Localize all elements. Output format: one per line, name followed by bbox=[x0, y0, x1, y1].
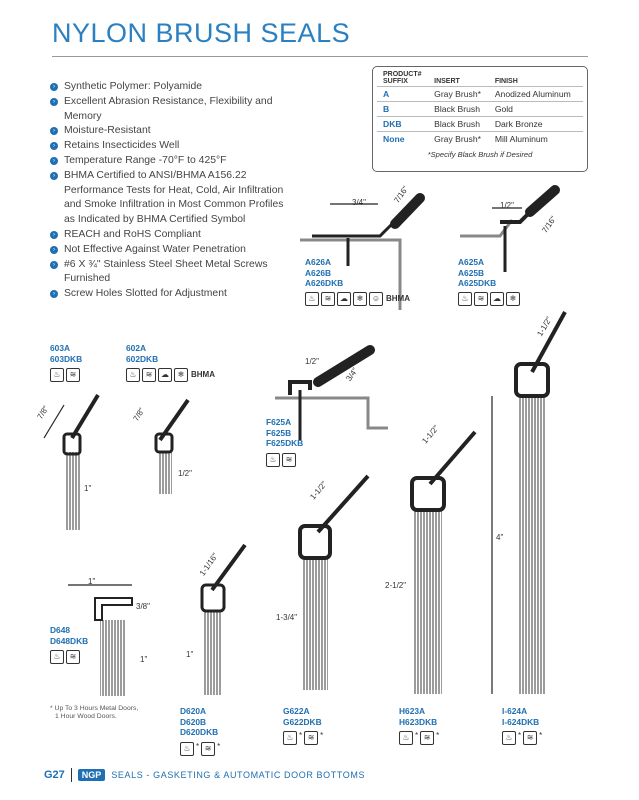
bullet-arrow-icon: › bbox=[50, 142, 58, 150]
cold-icon: ❄ bbox=[506, 292, 520, 306]
dim-label: 7/16" bbox=[392, 184, 411, 205]
bhma-logo: BHMA bbox=[386, 293, 410, 303]
product-d620: D620A D620B D620DKB ♨ * ≋ * bbox=[180, 706, 220, 756]
flame-icon: ♨ bbox=[266, 453, 280, 467]
rating-icons bbox=[126, 368, 215, 382]
bullet-arrow-icon: › bbox=[50, 83, 58, 91]
dim-label: 3/8" bbox=[136, 602, 150, 611]
product-h623: H623A H623DKB ♨ * ≋ * bbox=[399, 706, 439, 745]
dim-label: 1/2" bbox=[500, 201, 514, 210]
product-a626: A626A A626B A626DKB ♨ ≋ ☁ ❄ ☺ BHMA bbox=[305, 257, 410, 306]
flame-icon: ♨ bbox=[50, 650, 64, 664]
product-603: 603A 603DKB ♨ ≋ bbox=[50, 343, 82, 382]
dim-label: 1-1/2" bbox=[535, 315, 554, 338]
product-f625: F625A F625B F625DKB ♨ ≋ bbox=[266, 417, 303, 467]
product-a625: A625A A625B A625DKB ♨ ≋ ☁ ❄ bbox=[458, 257, 520, 306]
smoke-icon: ≋ bbox=[474, 292, 488, 306]
602-drawing bbox=[156, 400, 188, 494]
dim-label: 1" bbox=[186, 650, 194, 659]
smoke-icon: ≋ bbox=[420, 731, 434, 745]
dim-label: 2-1/2" bbox=[385, 581, 407, 590]
footer-divider bbox=[71, 768, 72, 782]
bullet-arrow-icon: › bbox=[50, 157, 58, 165]
table-header-finish: FINISH bbox=[494, 78, 518, 85]
dim-label: 7/16" bbox=[540, 214, 559, 235]
rating-icons: ♨ * ≋ * bbox=[180, 742, 220, 756]
bullet-arrow-icon: › bbox=[50, 172, 58, 180]
dim-label: 1-3/4" bbox=[276, 613, 298, 622]
air-icon: ☁ bbox=[337, 292, 351, 306]
smoke-icon: ≋ bbox=[523, 731, 537, 745]
page-number: G27 bbox=[44, 769, 65, 781]
h623-drawing bbox=[412, 432, 475, 694]
dim-label: 1-1/2" bbox=[308, 479, 329, 502]
smoke-icon: ≋ bbox=[282, 453, 296, 467]
rating-icons bbox=[458, 292, 520, 306]
603-drawing bbox=[44, 395, 98, 530]
dim-label: 7/8" bbox=[131, 406, 147, 423]
feature-item: › Synthetic Polymer: Polyamide bbox=[50, 80, 290, 95]
rating-icons: ♨ * ≋ * bbox=[502, 731, 542, 745]
feature-item: › Screw Holes Slotted for Adjustment bbox=[50, 287, 290, 302]
feature-item: › Retains Insecticides Well bbox=[50, 139, 290, 154]
table-row: B Black Brush Gold bbox=[377, 102, 583, 117]
bullet-arrow-icon: › bbox=[50, 98, 58, 106]
page-title: NYLON BRUSH SEALS bbox=[52, 18, 351, 48]
dim-label: 1-1/2" bbox=[420, 423, 441, 446]
bullet-arrow-icon: › bbox=[50, 231, 58, 239]
dim-label: 1/2" bbox=[178, 469, 192, 478]
product-i624: I-624A I-624DKB ♨ * ≋ * bbox=[502, 706, 542, 745]
feature-item: › #6 X ¾" Stainless Steel Sheet Metal Screws Furnished bbox=[50, 258, 290, 288]
bullet-arrow-icon: › bbox=[50, 261, 58, 269]
feature-item: › Moisture-Resistant bbox=[50, 124, 290, 139]
dim-label: 4" bbox=[496, 533, 504, 542]
feature-item: › Not Effective Against Water Penetration bbox=[50, 243, 290, 258]
flame-icon: ♨ bbox=[283, 731, 297, 745]
rating-icons bbox=[305, 292, 410, 306]
i624-drawing bbox=[492, 312, 565, 694]
rating-icons bbox=[266, 453, 303, 467]
page-footer bbox=[44, 768, 365, 782]
dim-label: 3/4" bbox=[344, 366, 360, 383]
g622-drawing bbox=[300, 476, 368, 690]
flame-icon: ♨ bbox=[126, 368, 140, 382]
dim-label: 1-1/16" bbox=[197, 551, 220, 578]
rating-icons bbox=[50, 650, 88, 664]
cold-icon: ❄ bbox=[353, 292, 367, 306]
flame-icon: ♨ bbox=[305, 292, 319, 306]
dim-label: 1" bbox=[84, 484, 92, 493]
smoke-icon: ≋ bbox=[66, 368, 80, 382]
smoke-icon: ≋ bbox=[201, 742, 215, 756]
product-g622: G622A G622DKB ♨ * ≋ * bbox=[283, 706, 323, 745]
smoke-icon: ≋ bbox=[142, 368, 156, 382]
footer-section-title: SEALS - GASKETING & AUTOMATIC DOOR BOTTOMS bbox=[111, 770, 366, 780]
rating-icons: ♨ * ≋ * bbox=[399, 731, 439, 745]
feature-item: › REACH and RoHS Compliant bbox=[50, 228, 290, 243]
flame-icon: ♨ bbox=[399, 731, 413, 745]
flame-icon: ♨ bbox=[458, 292, 472, 306]
table-row: DKB Black Brush Dark Bronze bbox=[377, 117, 583, 132]
dim-label: 1/2" bbox=[305, 357, 319, 366]
table-header-insert: INSERT bbox=[434, 78, 460, 85]
smoke-icon: ≋ bbox=[304, 731, 318, 745]
footnote: * Up To 3 Hours Metal Doors, 1 Hour Wood Doors. bbox=[50, 705, 139, 720]
feature-item: › BHMA Certified to ANSI/BHMA A156.22 Performance Tests for Heat, Cold, Air Infiltration and Smoke Infiltration in Most Common Profiles as Indicated by BHMA Certified Symbol bbox=[50, 169, 290, 228]
air-icon: ☁ bbox=[490, 292, 504, 306]
bhma-logo: BHMA bbox=[191, 370, 215, 379]
table-row: None Gray Brush* Mill Aluminum bbox=[377, 132, 583, 147]
dim-label: 7/8" bbox=[35, 404, 51, 421]
product-d648: D648 D648DKB ♨ ≋ bbox=[50, 625, 88, 664]
table-header-suffix: PRODUCT# SUFFIX bbox=[383, 71, 422, 85]
smoke-icon: ≋ bbox=[66, 650, 80, 664]
bullet-arrow-icon: › bbox=[50, 246, 58, 254]
bullet-arrow-icon: › bbox=[50, 127, 58, 135]
bullet-arrow-icon: › bbox=[50, 290, 58, 298]
people-icon: ☺ bbox=[369, 292, 383, 306]
feature-item: › Excellent Abrasion Resistance, Flexibility and Memory bbox=[50, 95, 290, 125]
flame-icon: ♨ bbox=[50, 368, 64, 382]
flame-icon: ♨ bbox=[180, 742, 194, 756]
feature-item: › Temperature Range -70°F to 425°F bbox=[50, 154, 290, 169]
cold-icon: ❄ bbox=[174, 368, 188, 382]
dim-label: 1" bbox=[140, 655, 148, 664]
rating-icons bbox=[50, 368, 82, 382]
table-note: *Specify Black Brush if Desired bbox=[427, 150, 533, 159]
flame-icon: ♨ bbox=[502, 731, 516, 745]
smoke-icon: ≋ bbox=[321, 292, 335, 306]
air-icon: ☁ bbox=[158, 368, 172, 382]
dim-label: 1" bbox=[88, 577, 96, 586]
table-row: A Gray Brush* Anodized Aluminum bbox=[377, 87, 583, 102]
rating-icons: ♨ * ≋ * bbox=[283, 731, 323, 745]
ngp-logo: NGP bbox=[78, 769, 106, 781]
dim-label: 3/4" bbox=[352, 198, 366, 207]
product-602: 602A 602DKB ♨ ≋ ☁ ❄ BHMA bbox=[126, 343, 215, 382]
